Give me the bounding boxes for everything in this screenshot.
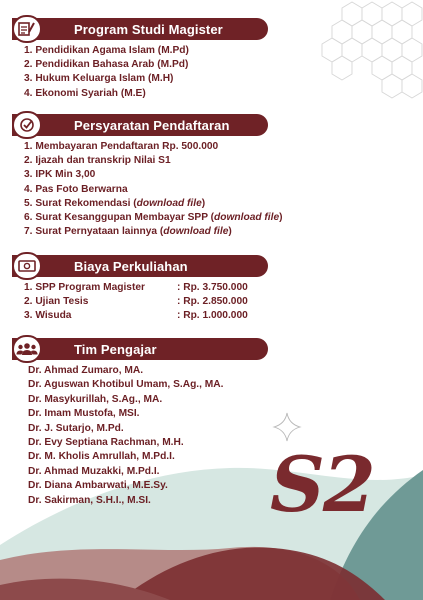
group-people-icon — [12, 335, 42, 363]
fees-header — [12, 255, 268, 277]
list-item: 3. Hukum Keluarga Islam (M.H) — [24, 73, 174, 85]
teachers-title: Tim Pengajar — [74, 341, 157, 357]
program-title: Program Studi Magister — [74, 21, 223, 37]
fee-row — [24, 309, 324, 323]
list-item: Dr. Masykurillah, S.Ag., MA. — [28, 393, 163, 405]
list-item: Dr. Ahmad Muzakki, M.Pd.I. — [28, 465, 160, 477]
list-item: 3. IPK Min 3,00 — [24, 169, 96, 181]
list-item: 6. Surat Kesanggupan Membayar SPP (download file) — [24, 211, 283, 223]
fee-row — [24, 281, 324, 295]
list-item: Dr. Diana Ambarwati, M.E.Sy. — [28, 480, 168, 492]
list-item: 2. Pendidikan Bahasa Arab (M.Pd) — [24, 59, 189, 71]
download-file-link[interactable]: download file — [136, 197, 202, 209]
fee-row — [24, 295, 324, 309]
fees-list — [24, 281, 324, 324]
requirements-list — [24, 140, 283, 239]
list-item: 2. Ijazah dan transkrip Nilai S1 — [24, 155, 171, 167]
download-file-link[interactable]: download file — [163, 226, 229, 238]
teachers-header — [12, 338, 268, 360]
download-file-link[interactable]: download file — [214, 211, 280, 223]
fee-amount: : Rp. 2.850.000 — [177, 296, 248, 308]
list-item: 1. Membayaran Pendaftaran Rp. 500.000 — [24, 141, 219, 152]
book-pen-icon — [12, 15, 42, 43]
list-item: 4. Pas Foto Berwarna — [24, 183, 128, 195]
list-item: Dr. Aguswan Khotibul Umam, S.Ag., MA. — [28, 379, 224, 391]
list-item: 5. Surat Rekomendasi (download file) — [24, 197, 206, 209]
sparkle-icon — [274, 413, 300, 441]
fee-amount: : Rp. 1.000.000 — [177, 310, 248, 322]
list-item: Dr. Imam Mustofa, MSI. — [28, 408, 140, 420]
fee-name: 3. Wisuda — [24, 310, 72, 322]
money-bill-icon — [12, 252, 42, 280]
program-header — [12, 18, 268, 40]
fee-name: 2. Ujian Tesis — [24, 296, 89, 308]
checkmark-circle-icon — [12, 111, 42, 139]
program-list — [24, 44, 189, 101]
requirements-header — [12, 114, 268, 136]
list-item: Dr. Evy Septiana Rachman, M.H. — [28, 436, 184, 448]
degree-label: S2 — [270, 440, 374, 529]
list-item: Dr. Sakirman, S.H.I., M.SI. — [28, 494, 151, 506]
hexagon-pattern — [322, 2, 422, 98]
list-item: Dr. Ahmad Zumaro, MA. — [28, 365, 144, 376]
requirements-title: Persyaratan Pendaftaran — [74, 117, 230, 133]
fees-title: Biaya Perkuliahan — [74, 258, 188, 274]
list-item: 4. Ekonomi Syariah (M.E) — [24, 87, 146, 99]
list-item: 1. Pendidikan Agama Islam (M.Pd) — [24, 45, 189, 56]
fee-amount: : Rp. 3.750.000 — [177, 282, 248, 293]
list-item: 7. Surat Pernyataan lainnya (download file) — [24, 226, 232, 238]
fee-name: 1. SPP Program Magister — [24, 282, 145, 293]
teachers-list — [28, 364, 223, 508]
list-item: Dr. M. Kholis Amrullah, M.Pd.I. — [28, 451, 175, 463]
list-item: Dr. J. Sutarjo, M.Pd. — [28, 422, 124, 434]
